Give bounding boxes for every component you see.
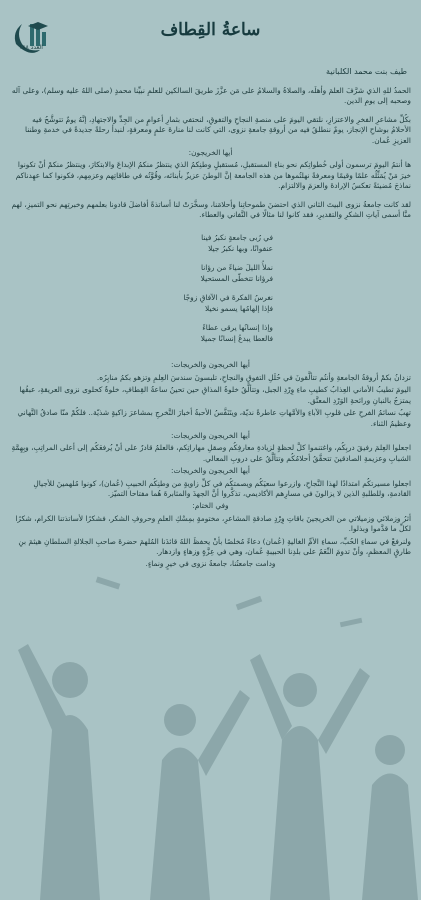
heading-graduates-3: أيها الخريجون والخريجات: [171, 430, 250, 440]
paragraph-harvest: اليومَ تطيبُ الأماني العِذابُ كطيبِ ماءِ وِرْدِ الجبل، وتتألَّقُ خلوةُ المذاقِ حين تحينُ ساعةُ القِطافِ، خلوةٌ كحلوى نزوى العريقةِ، عبقُها يمتزجُ بالنبانِ ورائحةِ الوَرْدِ المعتَّق. [19, 385, 411, 405]
heading-graduates: أيها الخريجون: [188, 148, 233, 158]
author-name: طيف بنت محمد الكلبانية [326, 67, 407, 76]
header [0, 0, 421, 62]
poem-line: عنفوانًا، وبها نكبرُ جيلا [208, 244, 273, 254]
poem [10, 232, 411, 344]
heading-graduates-2: أيها الخريجون والخريجات: [171, 360, 250, 370]
heading-graduates-4: أيها الخريجون والخريجات: [171, 466, 250, 476]
poem-line: نغرسُ الفكرةَ في الآفاقِ زوجًا [183, 293, 273, 303]
article-body [0, 86, 421, 570]
crescent-graduation-logo-icon [8, 18, 54, 62]
paragraph-closing: ودامت جامعتُنا، جامعةُ نزوى في خيرٍ ونماءٍ. [145, 559, 276, 569]
paragraph-knowledge: اجعلوا العِلمَ رفيقَ دربِكُم، واغتنموا كلَّ لحظةٍ لزيادةِ معارفِكُم وصقلِ مهاراتِكم، فالعلمُ قادرٌ على أنْ يُرفعَكُم إلى أعلى المراتِبِ، وبِهِمَّةِ الشبابِ وعزيمةِ الصادقينَ تتحقَّقُ أحلامُكُم وتتألَّقُ على دروبِ المعالي. [11, 443, 411, 463]
poem-line: نملأُ الليلَ ضياءً من رؤانا [200, 263, 273, 273]
poem-line: في رُبى جامعةٍ نكبرُ فينا [201, 233, 273, 243]
paragraph-thanks: أثرُ وزملائي وزميلاتي من الخريجينَ باقاتِ وِرْدٍ صادقةِ المشاعرِ، مختومةٍ بمِسْكِ العلمِ وحروفِ الشكر، فشكرًا لأساتذتنا الكرام، شكرًا لكلِّ ما قدَّموا وبذلوا. [15, 513, 411, 534]
poem-line: وإذا إنسانُها يرقى عطاءً [202, 323, 273, 333]
paragraph-university: لقد كانت جامعةُ نزوى البيتَ الثاني الذي احتضنَ طموحاتِنا وأحلامَنا، وسخَّرَتْ لنا أساتذةً أفاضلَ قادونا بعلمهم وخبرتِهم نحو التميزِ، لهم منَّا أسمى آياتِ الشكرِ والتقديرِ، فقد كانوا لنا مثالًا في التَّفاني والعطاء. [11, 199, 411, 220]
heading-conclusion: وفي الختام: [192, 501, 229, 511]
logo-caption: العدد ١٨٨ [19, 44, 43, 51]
paragraph-intro: الحمدُ للهِ الذي شرَّفَ العلمَ وأهلَه، والصلاةُ والسلامُ على مَن عزَّزَ طريقَ السالكين للعلمِ نبيِّنا محمدٍ (صلى اللهُ عليه وسلم)، وعلى آله وصحبه إلى يومِ الدين. [11, 86, 411, 106]
paragraph-inspire: اجعلوا مسيرتكُم امتدادًا لهذا النَّجاحِ، وازرعوا سعيَكُم ويصمتكُم في كلِّ زاويةٍ من وطنِكُم الحبيبِ (عُمان)، كونوا مُلهمينَ للأجيالِ القادمةِ، وللطلبةِ الذين لا يزالونَ في مسارِهم الأكاديمي، تذكَّروا أنَّ الجهدَ والمثابرةَ هُما مفتاحا التميّز. [33, 478, 411, 498]
poem-line: فالعطا يبدعُ إنسانًا جميلا [200, 334, 273, 344]
paragraph-celebration: بكُلِّ مشاعرِ الفخرِ والاعتزازِ، نلتقي اليومَ على منصةِ النجاحِ والتفوقِ، لنحتفي بثمارِ أعوامٍ من الجِدِّ والاجتهادِ، إنَّهُ يومٌ تتوشَّحُ فيه الأحلامُ بوشاحِ الإنجاز، يومٌ ننطلقُ فيه من أروقةِ جامعةِ نزوى، التي كانت لنا منارةَ علمٍ ومعرفةٍ، لنبدأ رحلةً جديدةً في خدمةِ وطننا العزيزِ عُمان. [24, 114, 411, 145]
poem-line: فإذا إلهامُها يسمو نخيلا [205, 304, 273, 314]
poem-line: فرؤانا تتخطّى المستحيلا [200, 274, 273, 284]
paragraph-prayer: ولنرفعْ في سماءِ الحُبِّ، سماءِ الأمِّ الغاليةِ (عُمان) دعاءً مُخلصًا بأنْ يحفظَ اللهُ قائدَنا المُلهمَ حضرةَ صاحبِ الجلالةِ السلطانِ هيثمَ بنِ طارقٍ المعظمِ، وأنْ تدومَ النِّعَمُ على بلدِنا الحبيبةِ عُمان، وهي في عِزَّةٍ وزهاءٍ وازدهار. [18, 536, 411, 556]
page-title: ساعةُ القِطاف [160, 20, 261, 40]
paragraph-future: ها أنتمُ اليومَ ترسمون أولى خُطواتِكم نحو بناءِ المستقبلِ، مُستقبلٍ وطنِكمُ الذي ينتظرُ منكمُ الإبداعَ والابتكارَ، وينتظرُ منكمْ أنْ تكونوا خيرَ مَنْ يُمَثِّلُه علمًا وقيمًا ومعرفةً نهلتُموها من هذه الجامعة إنَّ الوطنَ عزيزٌ بأبنائه، وقُوَّتُه في طاقاتِهم وعزمِهم، فكونوا كما عهِدناكم نماذجَ مُضيئةً تعكسُ الإرادةَ والعزمَ والالتزام. [15, 160, 411, 191]
graduates-silhouette-icon [0, 540, 421, 900]
paragraph-parents: تهبُ نسائمُ الفرحِ على قلوبِ الآباءِ والأمَّهاتِ عاطرةً نديّة، ويتَنَفَّسُ الأحبةُ أخبارَ التَّخرجِ بمشاعرَ زاكيةٍ شذيّة.. فلكُمْ منّا صادقُ التَّهاني وعظيمُ الثناء. [17, 408, 411, 428]
paragraph-halls: تزدانُ بكمْ أروقةُ الجامعةِ وأنتُم تتألَّقونَ في حُلَلِ التفوقِ والنجاحِ، تلبسونَ سندسَ العِلمِ وتزهو بكمُ منابِرُه. [96, 372, 411, 382]
